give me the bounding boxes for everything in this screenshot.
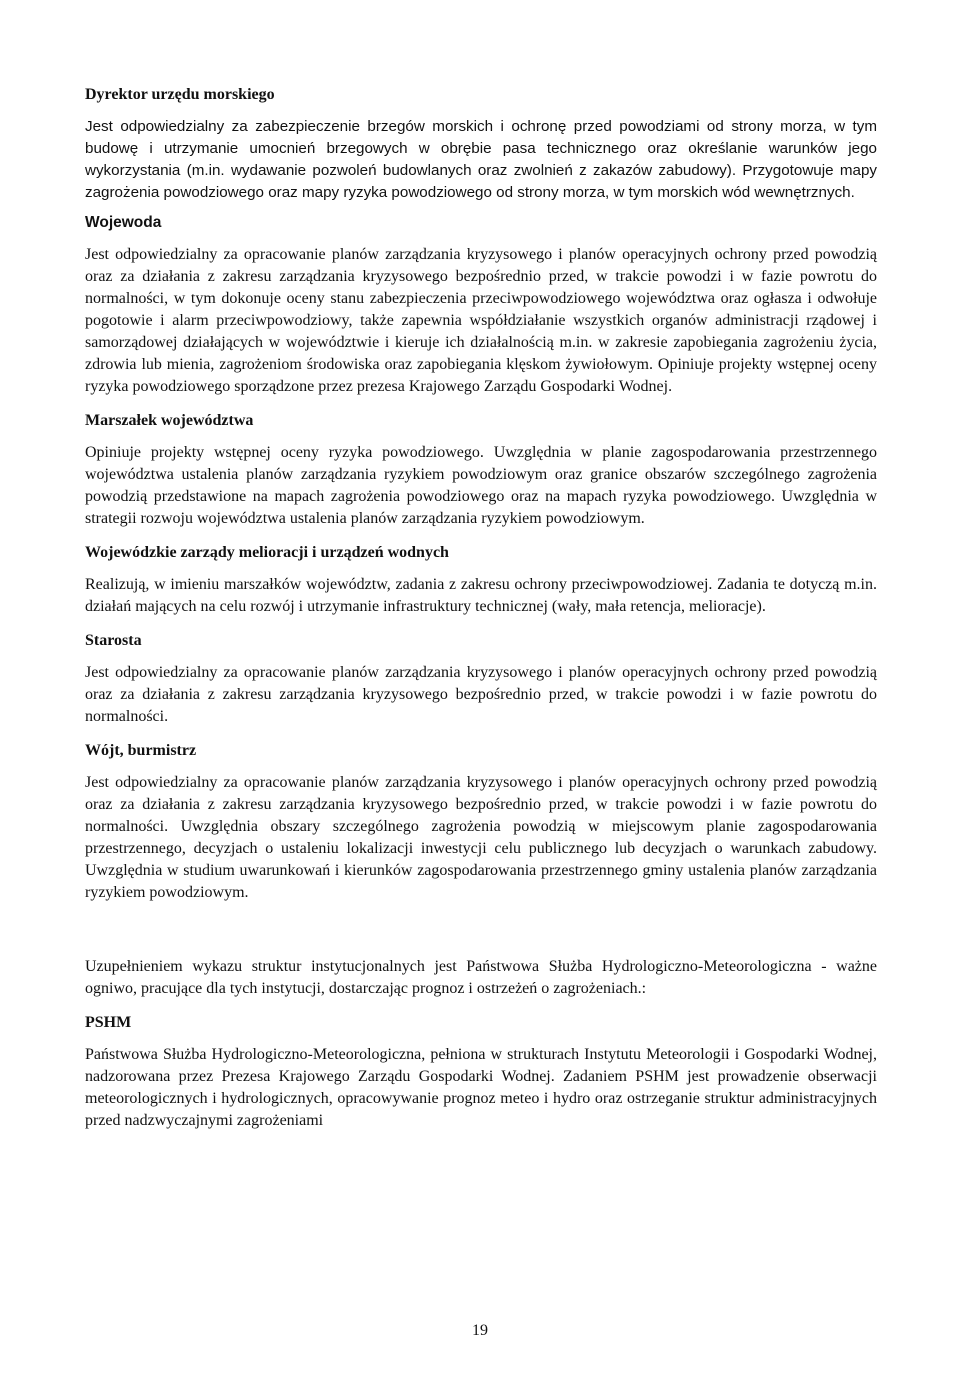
section-heading-marszalek: Marszałek województwa: [85, 412, 254, 429]
section-heading-starosta: Starosta: [85, 632, 142, 649]
section-heading-zarzady-melioracji: Wojewódzkie zarządy melioracji i urządzeń wodnych: [85, 544, 449, 561]
section-heading-dyrektor: Dyrektor urzędu morskiego: [85, 86, 275, 103]
section-body-pshm: Państwowa Służba Hydrologiczno-Meteorologiczna, pełniona w strukturach Instytutu Meteorologii i Gospodarki Wodnej, nadzorowana przez Prezesa Krajowego Zarządu Gospodarki Wodnej. Zadaniem PSHM jest prowadzenie obserwacji meteorologicznych i hydrologicznych, opracowywanie prognoz meteo i hydro oraz ostrzeganie struktur administracyjnych przed nadzwyczajnymi zagrożeniami: [85, 1046, 877, 1129]
page-number: 19: [472, 1322, 488, 1339]
section-body-wojewoda: Jest odpowiedzialny za opracowanie planów zarządzania kryzysowego i planów operacyjnych ochrony przed powodzią oraz za działania z zakresu zarządzania kryzysowego bezpośrednio przed, w trakcie powodzi i w fazie powrotu do normalności, w tym dokonuje oceny stanu zabezpieczenia przeciwpowodziowego województwa oraz ogłasza i odwołuje pogotowie i alarm przeciwpowodziowy, także zapewnia współdziałanie wszystkich organów administracji rządowej i samorządowej działających w województwie i kieruje ich działalnością m.in. w zakresie zapobiegania zagrożeniu życia, zdrowia lub mienia, zagrożeniom środowiska oraz zapobiegania klęskom żywiołowym. Opiniuje projekty wstępnej oceny ryzyka powodziowego sporządzone przez prezesa Krajowego Zarządu Gospodarki Wodnej.: [85, 246, 877, 395]
section-body-dyrektor: Jest odpowiedzialny za zabezpieczenie brzegów morskich i ochronę przed powodziami od strony morza, w tym budowę i utrzymanie umocnień brzegowych w obrębie pasa technicznego oraz określanie warunków jego wykorzystania (m.in. wydawanie pozwoleń budowlanych oraz zwolnień z zakazów zabudowy). Przygotowuje mapy zagrożenia powodziowego oraz mapy ryzyka powodziowego od strony morza, w tym morskich wód wewnętrznych.: [85, 118, 877, 201]
spacer: [85, 916, 877, 956]
section-body-starosta: Jest odpowiedzialny za opracowanie planów zarządzania kryzysowego i planów operacyjnych ochrony przed powodzią oraz za działania z zakresu zarządzania kryzysowego bezpośrednio przed, w trakcie powodzi i w fazie powrotu do normalności.: [85, 664, 877, 725]
section-heading-wojewoda: Wojewoda: [85, 214, 162, 231]
section-heading-wojt-burmistrz: Wójt, burmistrz: [85, 742, 197, 759]
section-body-wojt-burmistrz: Jest odpowiedzialny za opracowanie planów zarządzania kryzysowego i planów operacyjnych ochrony przed powodzią oraz za działania z zakresu zarządzania kryzysowego bezpośrednio przed, w trakcie powodzi i w fazie powrotu do normalności. Uwzględnia obszary szczególnego zagrożenia powodzią w miejscowym planie zagospodarowania przestrzennego, decyzjach o ustaleniu lokalizacji inwestycji celu publicznego lub decyzjach o warunkach zabudowy. Uwzględnia w studium uwarunkowań i kierunków zagospodarowania przestrzennego gminy ustalenia planów zarządzania ryzykiem powodziowym.: [85, 774, 877, 901]
section-body-zarzady-melioracji: Realizują, w imieniu marszałków województw, zadania z zakresu ochrony przeciwpowodziowej. Zadania te dotyczą m.in. działań mających na celu rozwój i utrzymanie infrastruktury technicznej (wały, mała retencja, melioracje).: [85, 576, 877, 615]
section-body-marszalek: Opiniuje projekty wstępnej oceny ryzyka powodziowego. Uwzględnia w planie zagospodarowania przestrzennego województwa ustalenia planów zarządzania ryzykiem powodziowym oraz granice obszarów szczególnego zagrożenia powodzią przedstawione na mapach zagrożenia powodziowego oraz na mapach ryzyka powodziowego. Uwzględnia w strategii rozwoju województwa ustalenia planów zarządzania ryzykiem powodziowym.: [85, 444, 877, 527]
document-page: [85, 84, 877, 1144]
section-heading-pshm: PSHM: [85, 1014, 132, 1031]
supplement-paragraph: Uzupełnieniem wykazu struktur instytucjonalnych jest Państwowa Służba Hydrologiczno-Meteorologiczna - ważne ogniwo, pracujące dla tych instytucji, dostarczając prognoz i ostrzeżeń o zagrożeniach.:: [85, 958, 877, 997]
